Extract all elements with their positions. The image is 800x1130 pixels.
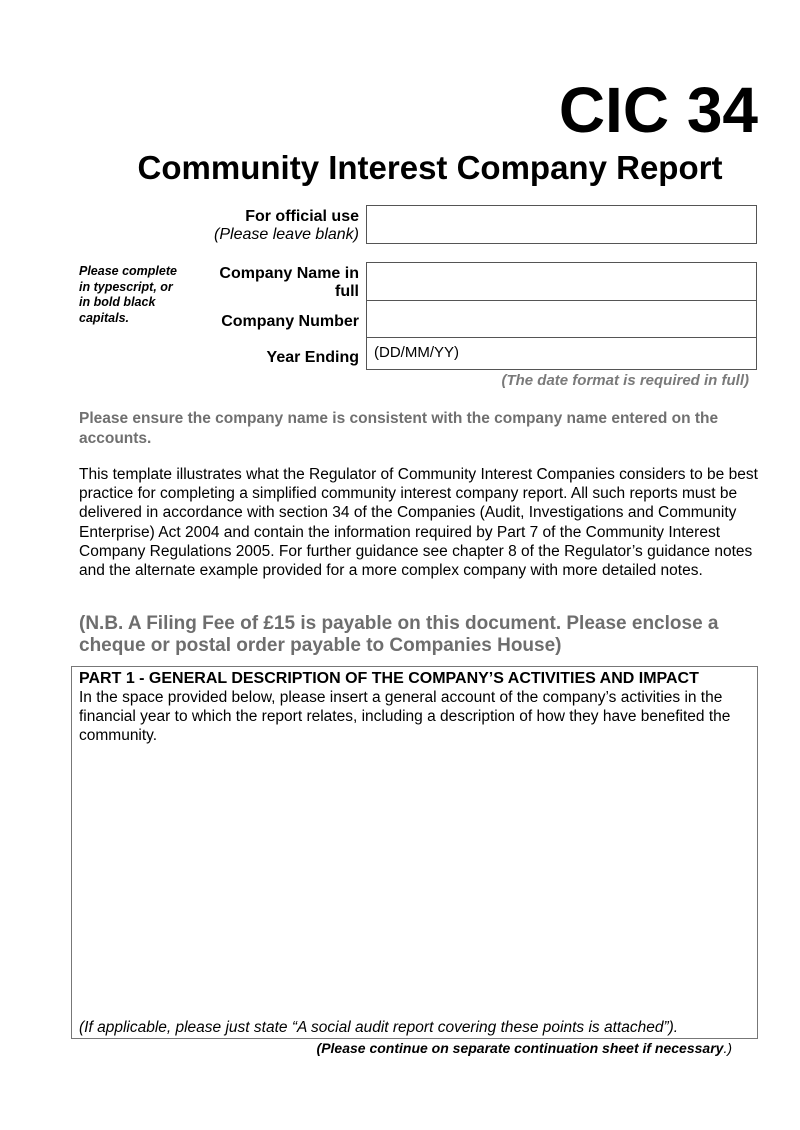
part1-box[interactable] — [71, 666, 758, 1039]
template-description: This template illustrates what the Regulator of Community Interest Companies considers to be best practice for completing a simplified community interest company report. All such reports must be delivered in accordance with section 34 of the Companies (Audit, Investigations and Community Enterprise) Act 2004 and contain the information required by Part 7 of the Community Interest Company Regulations 2005. For further guidance see chapter 8 of the Regulator’s guidance notes and the alternate example provided for a more complex company with more detailed notes. — [79, 466, 758, 580]
official-use-title: For official use — [245, 208, 359, 225]
part1-footer: (If applicable, please just state “A social audit report covering these points is attached”). — [79, 1019, 679, 1036]
official-use-label — [214, 208, 359, 244]
year-ending-hint: (DD/MM/YY) — [374, 344, 459, 361]
official-use-field — [366, 205, 757, 244]
company-name-field[interactable] — [366, 262, 757, 301]
consistency-notice: Please ensure the company name is consistent with the company name entered on the accounts. — [79, 410, 719, 447]
company-number-label: Company Number — [221, 313, 359, 330]
continuation-note-main: (Please continue on separate continuation sheet if necessary — [316, 1040, 724, 1056]
official-use-sublabel: (Please leave blank) — [214, 226, 359, 243]
year-ending-label: Year Ending — [266, 349, 359, 366]
side-note: Please complete in typescript, or in bold black capitals. — [79, 264, 177, 325]
company-name-label: Company Name in full — [219, 265, 359, 300]
page-title: Community Interest Company Report — [137, 149, 723, 186]
form-code: CIC 34 — [558, 74, 758, 146]
part1-heading: PART 1 - GENERAL DESCRIPTION OF THE COMPANY’S ACTIVITIES AND IMPACT — [79, 670, 699, 687]
filing-fee-notice: (N.B. A Filing Fee of £15 is payable on this document. Please enclose a cheque or postal order payable to Companies House) — [79, 613, 719, 656]
company-number-field[interactable] — [366, 300, 757, 338]
part1-instructions: In the space provided below, please insert a general account of the company’s activities in the financial year to which the report relates, including a description of how they have benefited the community. — [79, 689, 731, 744]
date-format-note: (The date format is required in full) — [501, 372, 749, 389]
continuation-note-end: .) — [723, 1040, 732, 1056]
continuation-note — [317, 1040, 732, 1056]
